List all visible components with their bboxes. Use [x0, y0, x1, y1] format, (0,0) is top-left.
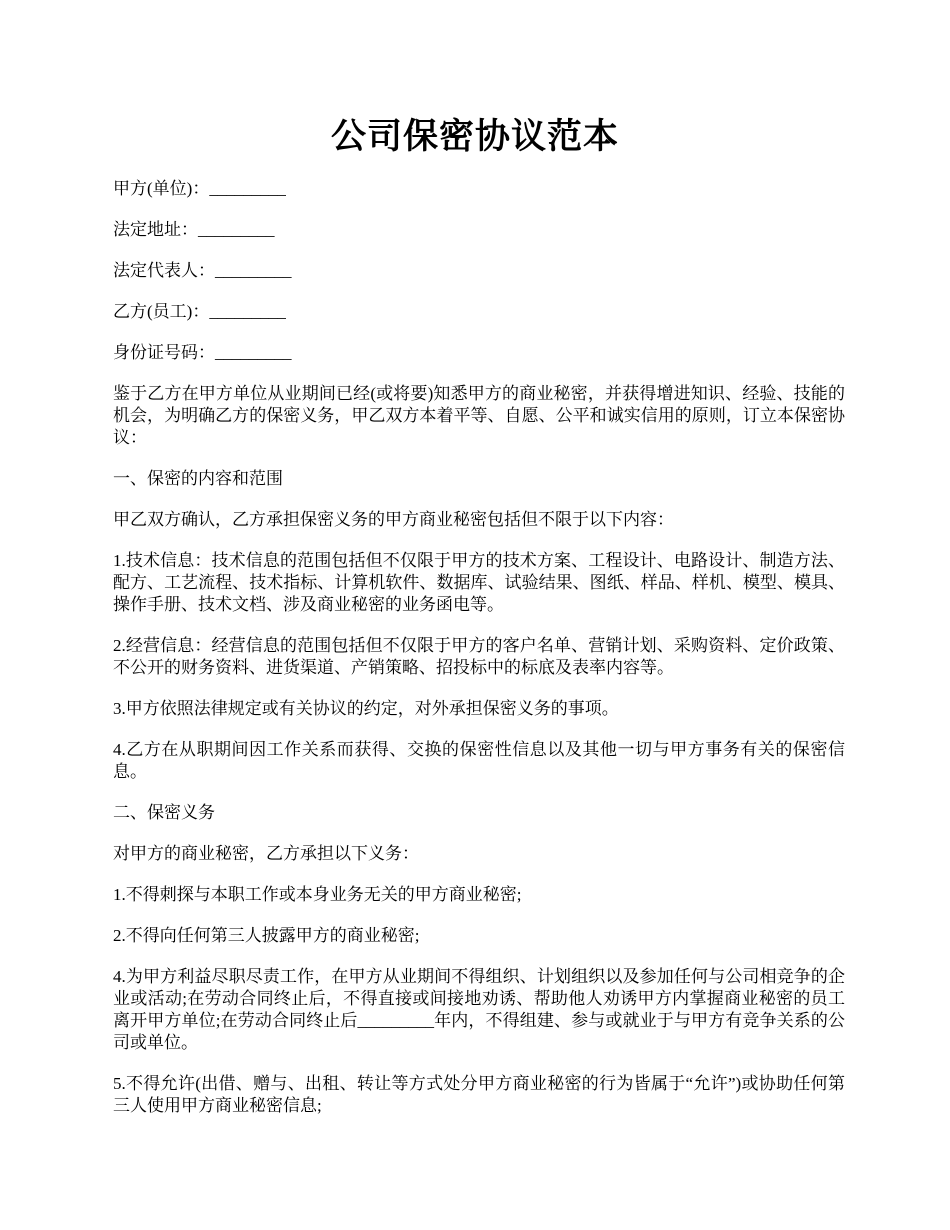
list-item: 3.甲方依照法律规定或有关协议的约定，对外承担保密义务的事项。: [113, 699, 619, 718]
section-intro: 甲乙双方确认，乙方承担保密义务的甲方商业秘密包括但不限于以下内容：: [113, 510, 674, 529]
field-party-b: 乙方(员工)：_________: [113, 302, 286, 321]
field-id-number: 身份证号码：_________: [113, 343, 292, 362]
list-item: 4.乙方在从职期间因工作关系而获得、交换的保密性信息以及其他一切与甲方事务有关的保密信息。: [113, 740, 845, 781]
list-item: 2.经营信息：经营信息的范围包括但不仅限于甲方的客户名单、营销计划、采购资料、定价政策、不公开的财务资料、进货渠道、产销策略、招投标中的标底及表率内容等。: [113, 636, 845, 677]
document-title: 公司保密协议范本: [330, 117, 619, 156]
list-item: 5.不得允许(出借、赠与、出租、转让等方式处分甲方商业秘密的行为皆属于“允许”)或协助任何第三人使用甲方商业秘密信息;: [113, 1074, 845, 1115]
section-intro: 对甲方的商业秘密，乙方承担以下义务：: [113, 844, 419, 863]
section-heading: 二、保密义务: [113, 803, 215, 822]
field-legal-rep: 法定代表人：_________: [113, 261, 292, 280]
preamble-paragraph: 鉴于乙方在甲方单位从业期间已经(或将要)知悉甲方的商业秘密，并获得增进知识、经验、技能的机会，为明确乙方的保密义务，甲乙双方本着平等、自愿、公平和诚实信用的原则，订立本保密协议：: [113, 384, 845, 447]
list-item: 2.不得向任何第三人披露甲方的商业秘密;: [113, 926, 420, 945]
field-party-a: 甲方(单位)：_________: [113, 179, 286, 198]
document-body: [113, 178, 845, 1136]
section-heading: 一、保密的内容和范围: [113, 469, 283, 488]
field-legal-address: 法定地址：_________: [113, 220, 275, 239]
list-item: 1.不得刺探与本职工作或本身业务无关的甲方商业秘密;: [113, 885, 522, 904]
list-item: 4.为甲方利益尽职尽责工作，在甲方从业期间不得组织、计划组织以及参加任何与公司相竞争的企业或活动;在劳动合同终止后，不得直接或间接地劝诱、帮助他人劝诱甲方内掌握商业秘密的员工离开甲方单位;在劳动合同终止后_________年内，不得组建、参与或就业于与甲方有竞争关系的公司或单位。: [113, 967, 845, 1052]
list-item: 1.技术信息：技术信息的范围包括但不仅限于甲方的技术方案、工程设计、电路设计、制造方法、配方、工艺流程、技术指标、计算机软件、数据库、试验结果、图纸、样品、样机、模型、模具、操作手册、技术文档、涉及商业秘密的业务函电等。: [113, 551, 845, 614]
